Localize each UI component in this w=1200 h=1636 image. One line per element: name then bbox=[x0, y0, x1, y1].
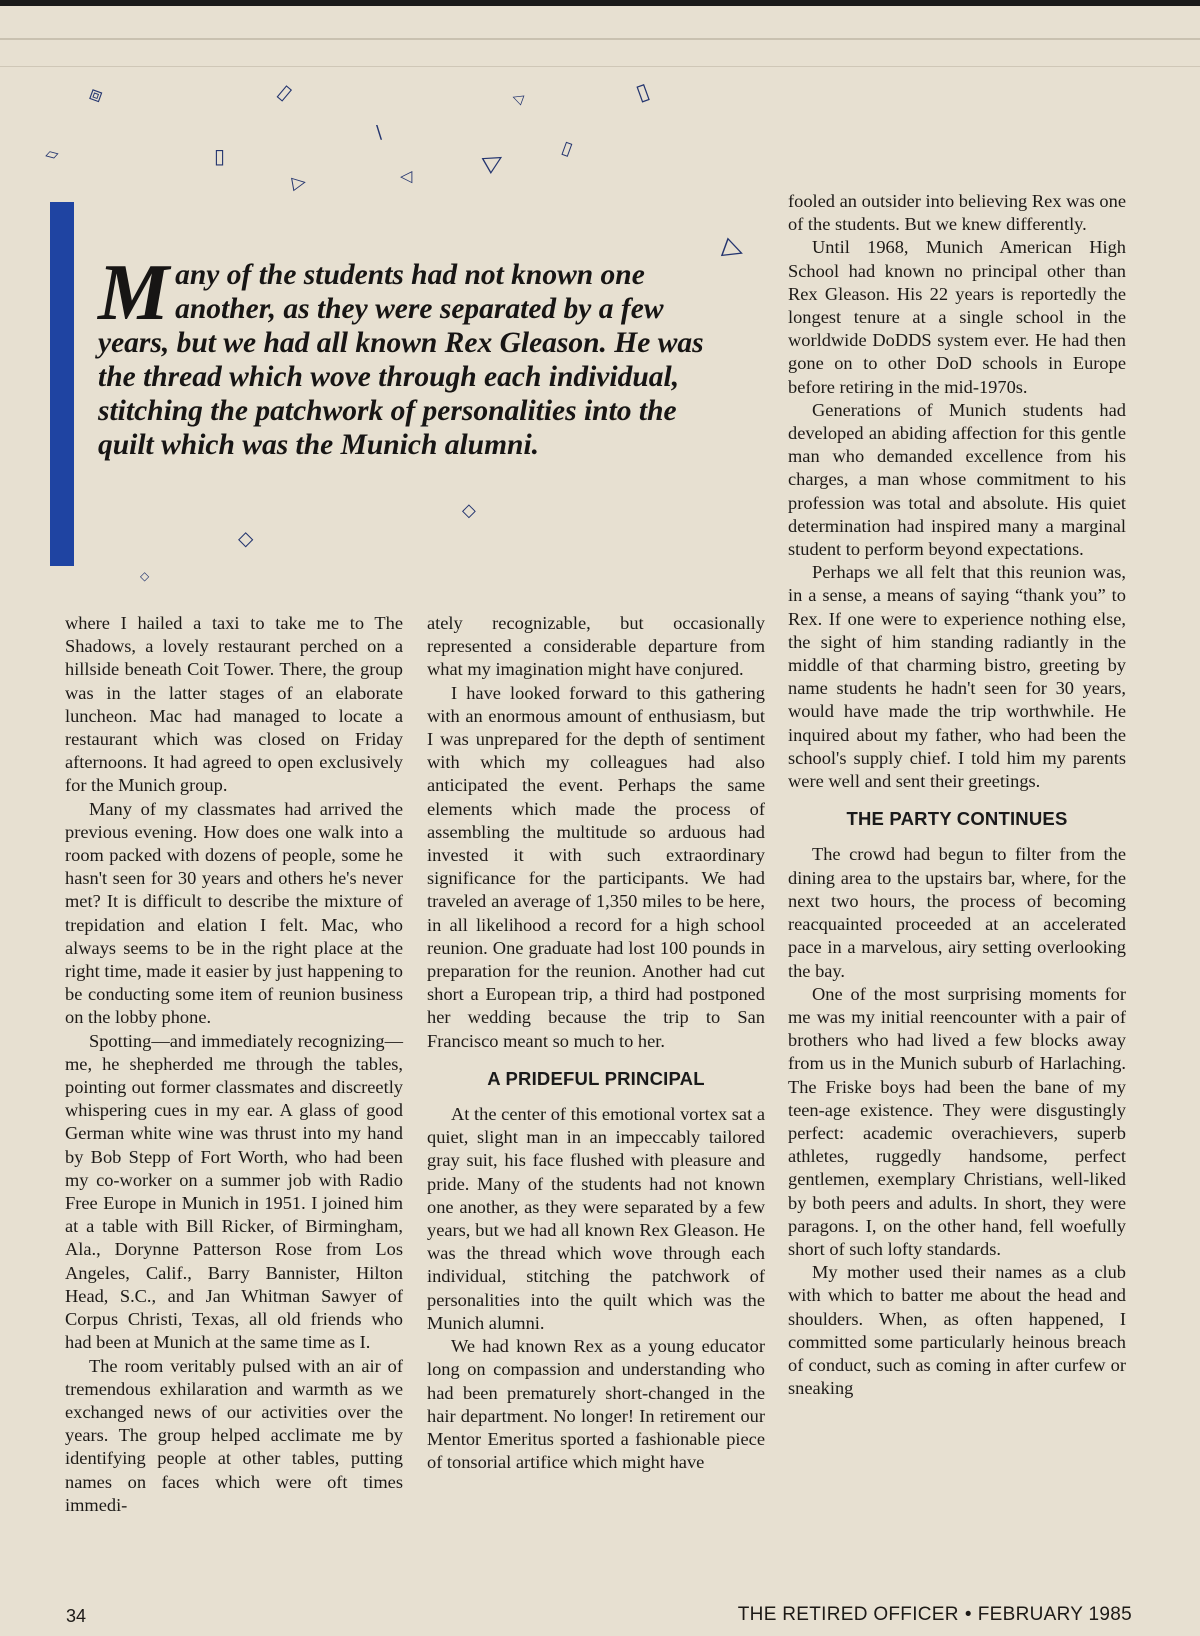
confetti-diamond-icon: ◇ bbox=[238, 526, 254, 550]
paragraph: fooled an outsider into believing Rex was one of the students. But we knew differently. bbox=[788, 191, 1126, 235]
top-border bbox=[0, 0, 1200, 6]
confetti-triangle-icon: ▷ bbox=[719, 231, 749, 267]
article-column-1 bbox=[65, 612, 403, 1517]
issue-date: FEBRUARY 1985 bbox=[977, 1604, 1132, 1625]
header-rule bbox=[0, 38, 1200, 40]
page-number: 34 bbox=[66, 1606, 87, 1626]
confetti-diamond-icon: ◇ bbox=[462, 500, 476, 521]
confetti-triangle-icon: ▷ bbox=[509, 89, 526, 109]
paragraph: where I hailed a taxi to take me to The Shadows, a lovely restaurant perched on a hillside beneath Coit Tower. There, the group was in the latter stages of an elaborate luncheon. Mac had managed to locate a restaurant which was closed on Friday afternoons. It had agreed to open exclusively for the Munich group. bbox=[65, 613, 403, 796]
paragraph: The crowd had begun to filter from the dining area to the upstairs bar, where, for the next two hours, the process of becoming reacquainted proceeded at an accelerated pace in a marvelous, airy setting overlooking the bay. bbox=[788, 844, 1126, 981]
confetti-bar-icon: ▯ bbox=[558, 136, 576, 161]
paragraph: Generations of Munich students had developed an abiding affection for this gentle man who demanded excellence from his charges, a man whose commitment to his profession was total and absolute. His quiet determination had inspired many a marginal student to perform beyond expectations. bbox=[788, 399, 1126, 560]
pull-quote-accent-bar bbox=[50, 202, 74, 566]
running-footer bbox=[738, 1604, 1132, 1626]
confetti-triangle-icon: ▷ bbox=[478, 143, 509, 177]
section-heading: THE PARTY CONTINUES bbox=[846, 808, 1068, 830]
paragraph: We had known Rex as a young educator long on compassion and understanding who had been prematurely short-changed in the hair department. No longer! In retirement our Mentor Emeritus sported a fashionable piece of tonsorial artifice which might have bbox=[427, 1336, 765, 1473]
confetti-line-icon: \ bbox=[376, 122, 383, 143]
publication-name: THE RETIRED OFFICER bbox=[737, 1604, 959, 1625]
section-heading: A PRIDEFUL PRINCIPAL bbox=[487, 1067, 705, 1089]
pull-quote-text: any of the students had not known one another, as they were separated by a few years, but we had all known Rex Gleason. He was the thread which wove through each individual, stitching the patchwork of personalities into the quilt which was the Munich alumni. bbox=[98, 259, 704, 461]
bullet-separator: • bbox=[964, 1604, 972, 1625]
paragraph: The room veritably pulsed with an air of tremendous exhilaration and warmth as we exchanged news of our activities over the years. The group helped acclimate me by identifying people at other tables, putting names on faces which were oft times immedi- bbox=[65, 1355, 403, 1515]
paragraph: At the center of this emotional vortex sat a quiet, slight man in an impeccably tailored gray suit, his face flushed with pleasure and pride. Many of the students had not known one another, as they were separated by a few years, but we had all known Rex Gleason. He was the thread which wove through each individual, stitching the patchwork of personalities into the quilt which was the Munich alumni. bbox=[427, 1104, 765, 1333]
paragraph: Perhaps we all felt that this reunion was, in a sense, a means of saying “thank you” to Rex. If one were to experience nothing else, the sight of him standing radiantly in the middle of that charming bistro, greeting by name students he hadn't seen for 30 years, would have made the trip worthwhile. He inquired about my father, who had been the school's supply chief. I told him my parents were well and sent their greetings. bbox=[788, 562, 1126, 792]
confetti-triangle-icon: ▷ bbox=[400, 169, 413, 188]
confetti-bar-icon: ▯ bbox=[214, 144, 226, 168]
article-column-3 bbox=[788, 190, 1126, 1400]
confetti-bar-icon: ▯ bbox=[273, 79, 298, 105]
confetti-square-icon: ▱ bbox=[43, 142, 61, 165]
confetti-triangle-icon: ▷ bbox=[290, 170, 308, 195]
paragraph: I have looked forward to this gathering with an enormous amount of enthusiasm, but I was unprepared for the depth of sentiment with which my colleagues had also anticipated the event. Perhaps the same elements which made the process of assembling the multitude so arduous had invested it with such extraordinary significance for the participants. We had traveled an average of 1,350 miles to be here, in all likelihood a record for a high school reunion. One graduate had lost 100 pounds in preparation for the reunion. Another had cut short a European trip, a third had postponed her wedding because the trip to San Francisco meant so much to her. bbox=[427, 682, 765, 1051]
paragraph: Until 1968, Munich American High School had known no principal other than Rex Gleason. His 22 years is reportedly the longest tenure at a single school in the worldwide DoDDS system ever. He had then gone on to other DoD schools in Europe before retiring in the mid-1970s. bbox=[788, 237, 1126, 397]
article-column-2 bbox=[427, 612, 765, 1474]
confetti-bar-icon: ▯ bbox=[632, 78, 653, 107]
paragraph: My mother used their names as a club with which to batter me about the head and shoulders. When, as often happened, I committed some particularly heinous breach of conduct, such as coming in after curfew or sneaking bbox=[788, 1262, 1126, 1399]
header-rule-thin bbox=[0, 66, 1200, 67]
paragraph: Spotting—and immediately recognizing—me, he shepherded me through the tables, pointing out former classmates and discreetly whispering cues in my ear. A glass of good German white wine was thrust into my hand by Bob Stepp of Fort Worth, who had been my co-worker on a summer job with Radio Free Europe in Munich in 1951. I joined him at a table with Bill Ricker, of Birmingham, Ala., Dorynne Patterson Rose from Los Angeles, Calif., Barry Bannister, Hilton Head, S.C., and Jan Whitman Sawyer of Corpus Christi, Texas, all old friends who had been at Munich at the same time as I. bbox=[65, 1030, 403, 1353]
drop-cap: M bbox=[98, 249, 170, 337]
paragraph: ately recognizable, but occasionally represented a considerable departure from what my imagination might have conjured. bbox=[427, 613, 765, 680]
pull-quote bbox=[98, 249, 738, 462]
paragraph: One of the most surprising moments for me was my initial reencounter with a pair of brothers who had lived a few blocks away from us in the Munich suburb of Harlaching. The Friske boys had been the bane of my teen-age existence. They were disgustingly perfect: academic overachievers, superb athletes, ruggedly handsome, perfect gentlemen, exemplary Christians, well-liked by both peers and adults. In short, they were paragons. I, on the other hand, fell woefully short of such lofty standards. bbox=[788, 983, 1126, 1259]
paragraph: Many of my classmates had arrived the previous evening. How does one walk into a room packed with dozens of people, some he hasn't seen for 30 years and others he's never met? It is difficult to describe the mixture of trepidation and elation I felt. Mac, who always seems to be in the right place at the right time, made it easier by just happening to be conducting some item of reunion business on the lobby phone. bbox=[65, 798, 403, 1028]
confetti-diamond-icon: ◇ bbox=[140, 569, 150, 583]
confetti-square-icon: ⧈ bbox=[86, 80, 107, 108]
